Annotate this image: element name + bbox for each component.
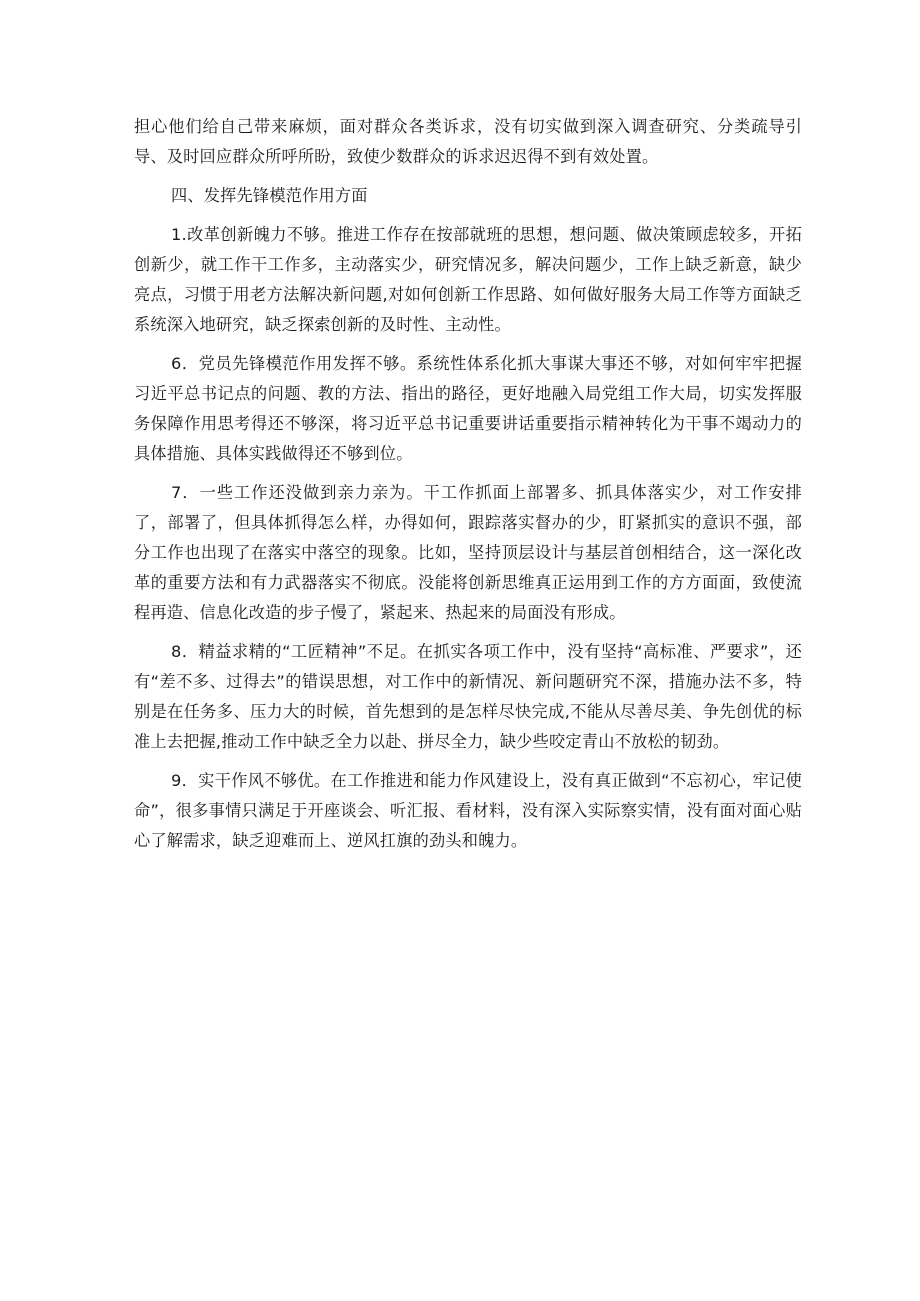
paragraph-item-8: 8．精益求精的“工匠精神”不足。在抓实各项工作中，没有坚持“高标准、严要求”，还有“差不多、过得去”的错误思想，对工作中的新情况、新问题研究不深，措施办法不多，特别是在任务多、压力大的时候，首先想到的是怎样尽快完成,不能从尽善尽美、争先创优的标准上去把握,推动工作中缺乏全力以赴、拼尽全力，缺少些咬定青山不放松的韧劲。 (134, 642, 802, 751)
document-body (134, 112, 802, 865)
paragraph-item-9: 9．实干作风不够优。在工作推进和能力作风建设上，没有真正做到“不忘初心，牢记使命”，很多事情只满足于开座谈会、听汇报、看材料，没有深入实际察实情，没有面对面心贴心了解需求，缺乏迎难而上、逆风扛旗的劲头和魄力。 (134, 771, 802, 850)
paragraph-item-6: 6．党员先锋模范作用发挥不够。系统性体系化抓大事谋大事还不够，对如何牢牢把握习近平总书记点的问题、教的方法、指出的路径，更好地融入局党组工作大局，切实发挥服务保障作用思考得还不够深，将习近平总书记重要讲话重要指示精神转化为干事不竭动力的具体措施、具体实践做得还不够到位。 (134, 354, 802, 463)
section-heading-4: 四、发挥先锋模范作用方面 (171, 186, 368, 205)
paragraph-item-7: 7．一些工作还没做到亲力亲为。干工作抓面上部署多、抓具体落实少，对工作安排了，部署了，但具体抓得怎么样，办得如何，跟踪落实督办的少，盯紧抓实的意识不强，部分工作也出现了在落实中落空的现象。比如，坚持顶层设计与基层首创相结合，这一深化改革的重要方法和有力武器落实不彻底。没能将创新思维真正运用到工作的方方面面，致使流程再造、信息化改造的步子慢了，紧起来、热起来的局面没有形成。 (134, 483, 802, 622)
paragraph-continuation: 担心他们给自己带来麻烦，面对群众各类诉求，没有切实做到深入调查研究、分类疏导引导、及时回应群众所呼所盼，致使少数群众的诉求迟迟得不到有效处置。 (134, 117, 802, 166)
paragraph-item-1: 1.改革创新魄力不够。推进工作存在按部就班的思想，想问题、做决策顾虑较多，开拓创新少，就工作干工作多，主动落实少，研究情况多，解决问题少，工作上缺乏新意，缺少亮点，习惯于用老方法解决新问题,对如何创新工作思路、如何做好服务大局工作等方面缺乏系统深入地研究，缺乏探索创新的及时性、主动性。 (134, 225, 802, 334)
